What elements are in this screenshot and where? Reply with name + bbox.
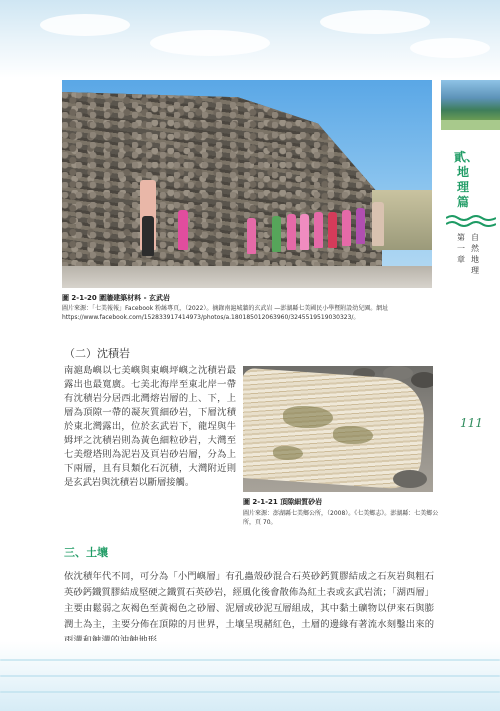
stone-wall-photo (62, 80, 432, 288)
chapter-title: 貳、地理篇 (454, 150, 479, 209)
wave-line (0, 659, 500, 661)
child-figure (300, 214, 309, 250)
section-body: 依沈積年代不同，可分為「小門嶼層」有孔蟲殼砂混合石英砂鈣質膠結成之石灰岩與粗石英砂鈣鐵質膠結成堅硬之鐵質石英砂岩，經風化後會散佈為紅土表或玄武岩流；「湖西層」主要由鬆弱之灰褐色至黃褐色之砂層、泥層或砂泥互層組成，其中黏土礦物以伊來石與膨潤土為主，主要分佈在頂隙的月世界，土壤呈現赭紅色，土層的邊緣有著流水刻鑿出來的 (64, 571, 434, 630)
section-heading: 三、土壤 (64, 546, 108, 559)
wave-line (0, 691, 500, 693)
chapter-number-label: 第一章 (457, 233, 465, 264)
wave-ornament-icon (446, 214, 496, 228)
page-number: 111 (460, 416, 483, 430)
cloud-decoration (40, 14, 130, 36)
cloud-decoration (410, 38, 490, 58)
figure-source: 圖片來源：澎湖縣七美鄉公所，（2008）。《七美鄉志》。澎湖縣：七美鄉公所，頁 70。 (243, 510, 439, 526)
child-figure (178, 210, 188, 250)
wave-line (0, 675, 500, 677)
adult-figure (372, 202, 384, 246)
lichen-patch (273, 446, 303, 460)
cloud-decoration (320, 10, 430, 34)
figure-caption: 圖 2-1-20 圍牆建築材料 - 玄武岩 (62, 294, 170, 302)
child-figure (287, 214, 296, 250)
figure-source: 圖片來源：「七美報報」Facebook 粉絲專頁，（2022）。摘錄南滬城牆的玄武岩 —澎湖縣七美國民小學暨附設幼兒園。網址 https://www.facebook.com/152833917414973/photos/a.180185012063960/3245519519030323/。 (62, 305, 389, 321)
coast-thumbnail (441, 80, 500, 120)
pebble (393, 470, 427, 488)
subsection-body: 南滬島嶼以七美嶼與東嶼坪嶼之沈積岩最露出也最寬廣。七美北海岸至東北岸一帶有沈積岩分居西北灣熔岩層的上、下，上層為頂隙一帶的凝灰質細砂岩，下層沈積於東北灣露出，位於玄武岩下，龍埕與牛姆坪之沈積岩則為黃色細粒砂岩，大灣至七美燈塔則為泥岩及頁岩砂岩層，分為上下兩層，且有貝類化石沉積，大灣附近則是玄武岩與沈積岩以斷層接觸。 (64, 365, 236, 488)
header-sky-band (0, 0, 500, 78)
adult-figure-legs (142, 216, 154, 256)
child-figure (342, 210, 351, 246)
subsection-heading: （二）沈積岩 (64, 347, 130, 360)
child-figure (314, 212, 323, 248)
thumbnail-grass-strip (441, 120, 500, 130)
child-figure (328, 212, 337, 248)
sandstone-photo (243, 366, 433, 492)
pebble (411, 372, 433, 388)
footer-wave-band (0, 641, 500, 711)
child-figure (272, 216, 281, 252)
child-figure (247, 218, 256, 254)
lichen-patch (283, 406, 333, 428)
child-figure (356, 208, 365, 244)
cloud-decoration (150, 30, 270, 56)
ground (62, 266, 432, 288)
lichen-patch (333, 426, 373, 444)
chapter-name-label: 自然地理 (471, 233, 479, 275)
figure-caption: 圖 2-1-21 頂隙細質砂岩 (243, 498, 323, 506)
